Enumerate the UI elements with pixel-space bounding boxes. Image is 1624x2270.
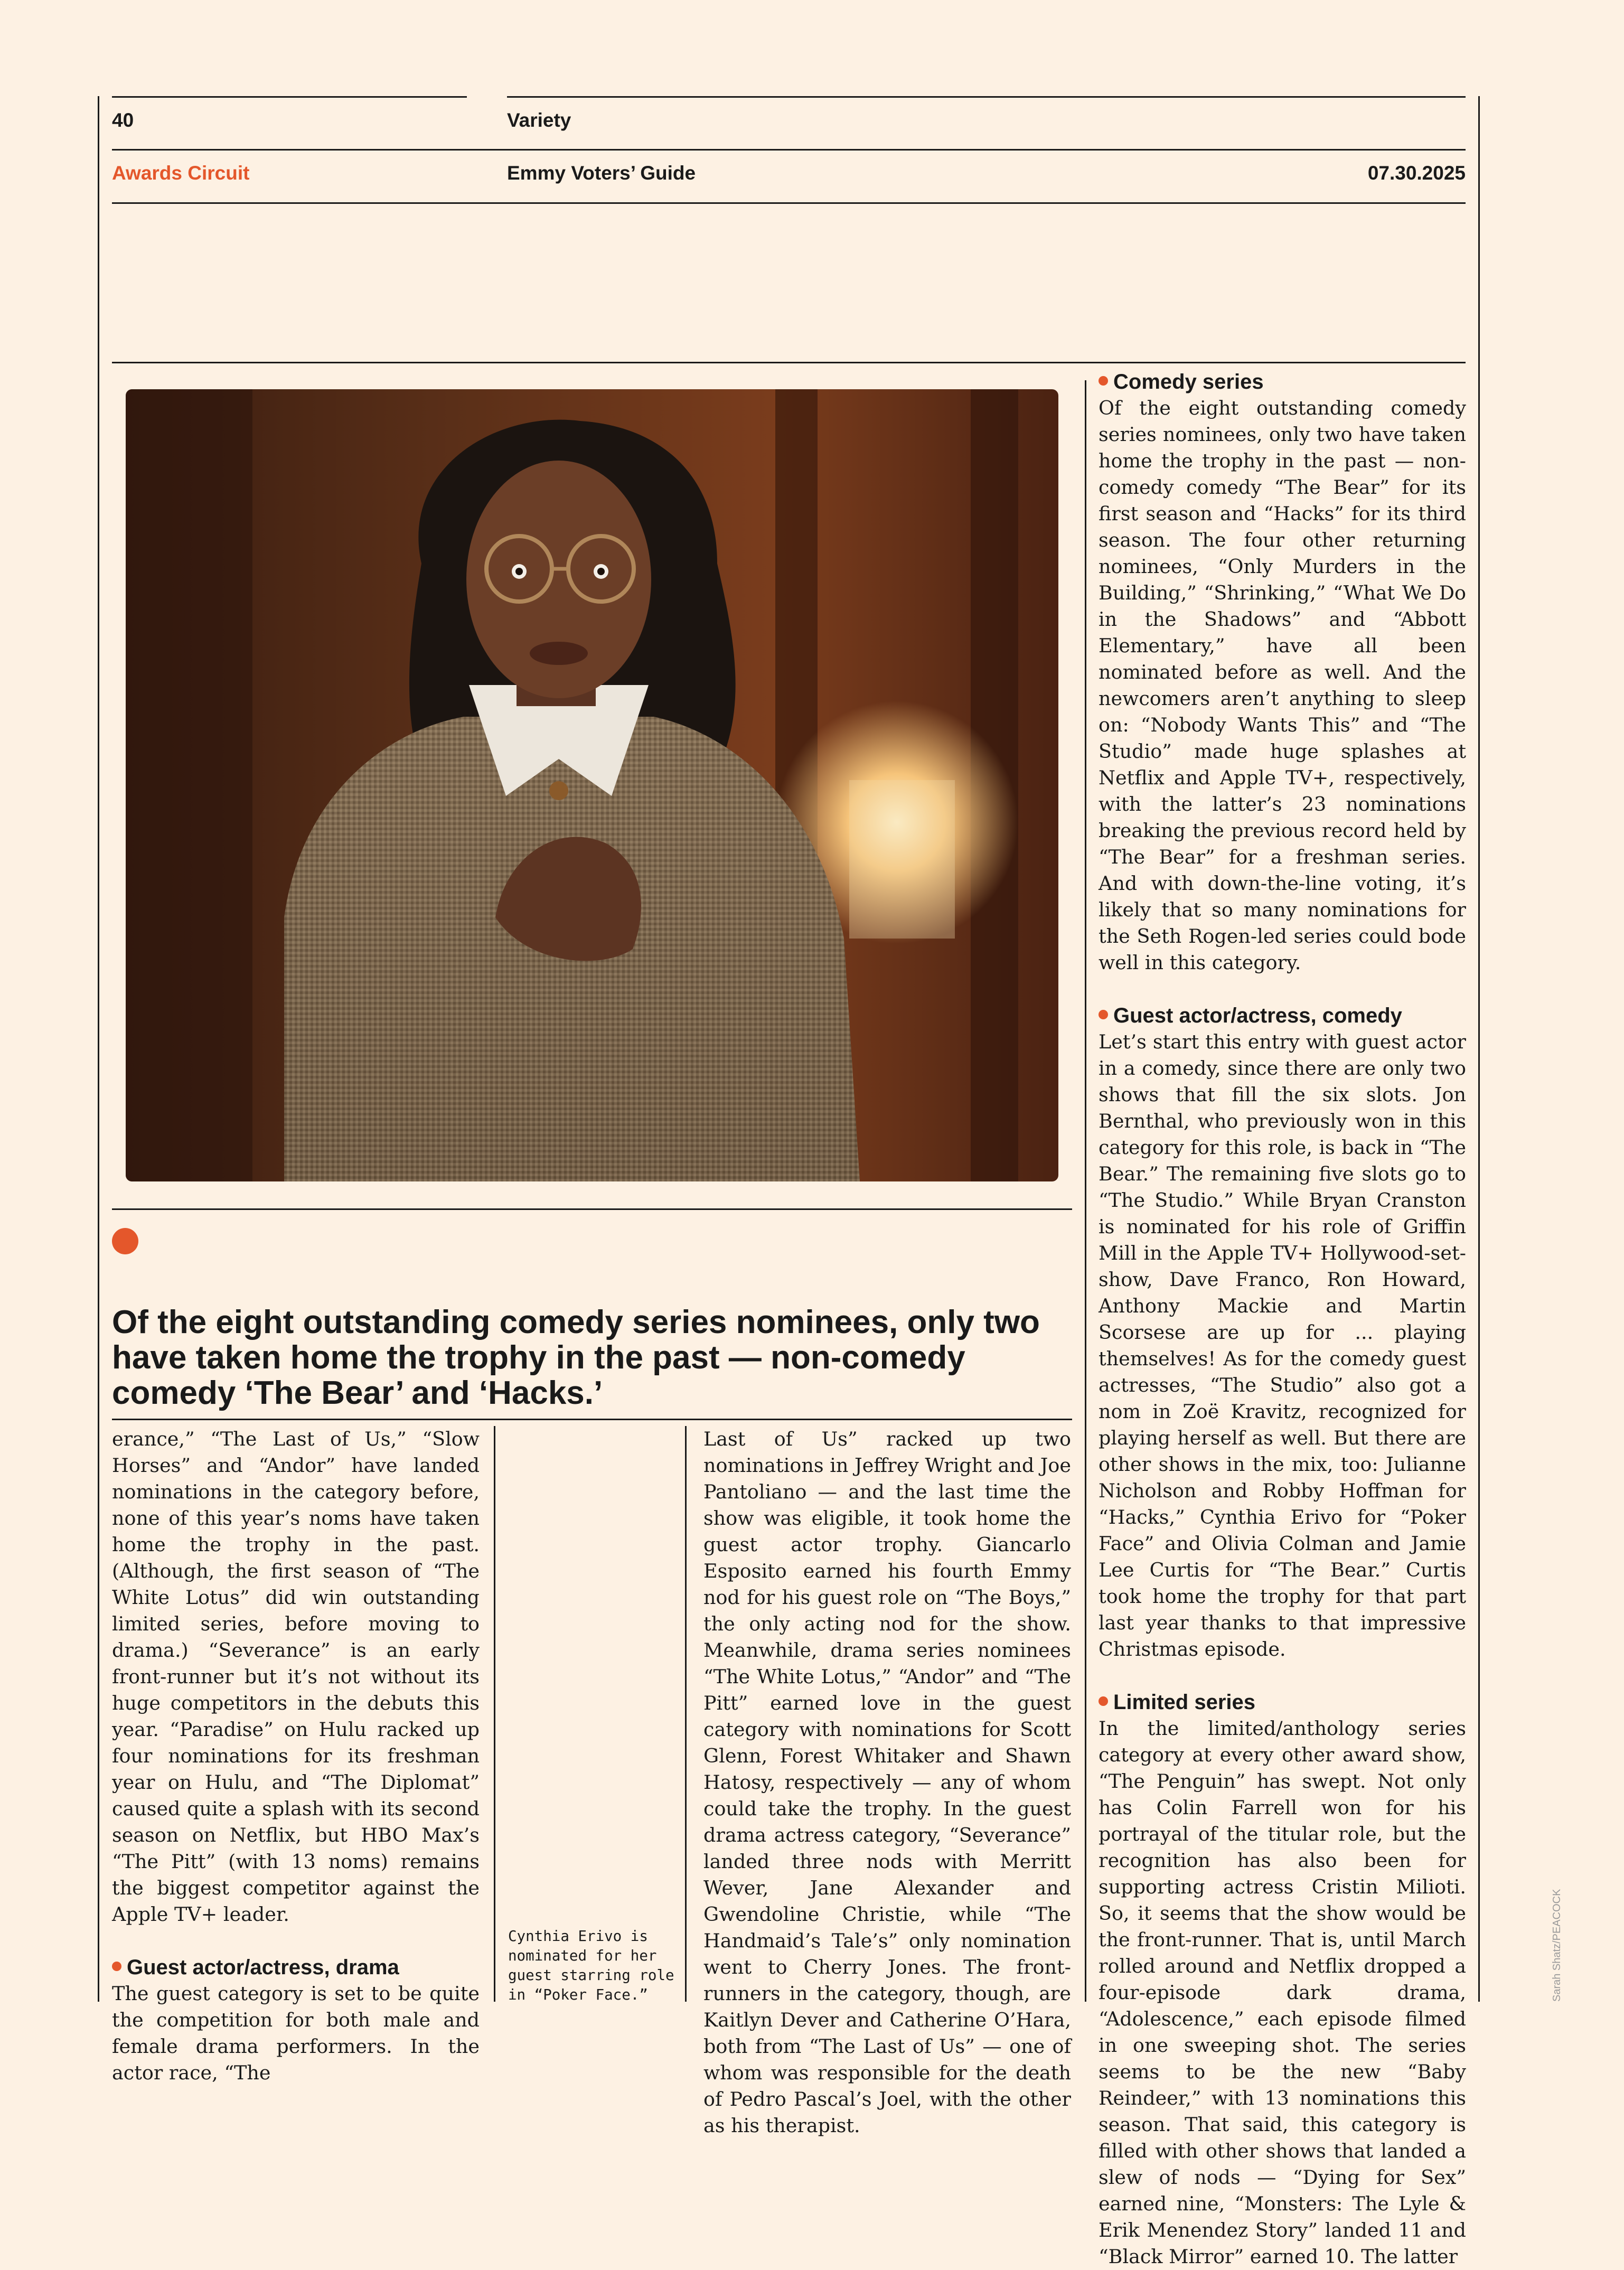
column-rule-mid — [494, 1426, 495, 2002]
section-heading-comedy-series: Comedy series — [1099, 369, 1466, 395]
article-column-3 — [1099, 369, 1466, 2270]
section-label: Awards Circuit — [112, 162, 250, 184]
accent-dot — [112, 1228, 138, 1254]
header-rule-1a — [112, 96, 467, 98]
article-paragraph: erance,” “The Last of Us,” “Slow Horses” and “Andor” have landed nominations in the category before, none of this year’s noms have taken home the trophy in the past. (Although, the first season of “The White Lotus” did win outstanding limited series, before moving to drama.) “Severance” is an early front-runner but it’s not without its huge competitors in the debuts this year. “Paradise” on Hulu racked up four nominations for its freshman year on Hulu, and “The Diplomat” caused quite a splash with its second season on Netflix, but HBO Max’s “The Pitt” (with 13 noms) remains the biggest competitor against the Apple TV+ leader. — [112, 1428, 480, 1926]
photo-caption: Cynthia Erivo is nominated for her guest starring role in “Poker Face.” — [508, 1928, 674, 2003]
column-rule-mid2 — [685, 1426, 687, 2002]
header-rule-3 — [112, 202, 1466, 204]
article-column-1 — [112, 1426, 480, 2086]
section-heading-guest-drama: Guest actor/actress, drama — [112, 1954, 480, 1981]
section-heading-limited-series: Limited series — [1099, 1689, 1466, 1715]
issue-date: 07.30.2025 — [1367, 162, 1466, 184]
pull-quote: Of the eight outstanding comedy series nominees, only two have taken home the trophy in the past — non-comedy comedy ‘The Bear’ and ‘Hacks.’ — [112, 1304, 1040, 1411]
bullet-dot-icon — [1099, 1696, 1108, 1706]
section-heading-guest-comedy: Guest actor/actress, comedy — [1099, 1002, 1466, 1029]
pullquote-bottom-rule — [112, 1419, 1072, 1420]
article-paragraph: In the limited/anthology series category at every other award show, “The Penguin” has swept. Not only has Colin Farrell won for his portrayal of the titular role, but the recognition has also been for supporting actress Cristin Milioti. So, it seems that the show would be the front-runner. That is, until March rolled around and Netflix dropped a four-episode dark drama, “Adolescence,” each episode filmed in one sweeping shot. The series seems to be the new “Baby Reindeer,” with 13 nominations this season. That said, this category is filled with other shows that landed a slew of nods — “Dying for Sex” earned nine, “Monsters: The Lyle & Erik Menendez Story” landed 11 and “Black Mirror” earned 10. The latter — [1099, 1717, 1466, 2268]
publication-name: Variety — [507, 109, 571, 131]
page-border-right — [1478, 96, 1480, 2002]
bullet-dot-icon — [112, 1962, 121, 1971]
bullet-dot-icon — [1099, 376, 1108, 386]
article-paragraph: Last of Us” racked up two nominations in Jeffrey Wright and Joe Pantoliano — and the last time the show was eligible, it took home the guest actor trophy. Giancarlo Esposito earned his fourth Emmy nod for his guest role on “The Boys,” the only acting nod for the show. Meanwhile, drama series nominees “The White Lotus,” “Andor” and “The Pitt” earned love in the guest category with nominations for Scott Glenn, Forest Whitaker and Shawn Hatosy, respectively — any of whom could take the trophy. In the guest drama actress category, “Severance” landed three nods with Merritt Wever, Jane Alexander and Gwendoline Christie, while “The Handmaid’s Tale’s” only nomination went to Cherry Jones. The front-runners in the category, though, are Kaitlyn Dever and Catherine O’Hara, both from “The Last of Us” — one of whom was responsible for the death of Pedro Pascal’s Joel, with the other as his therapist. — [703, 1428, 1071, 2137]
photo-credit: Sarah Shatz/PEACOCK — [1551, 1889, 1563, 2002]
article-paragraph: Of the eight outstanding comedy series nominees, only two have taken home the trophy in the past — non-comedy comedy “The Bear” for its first season and “Hacks” for its third season. The four other returning nominees, “Only Murders in the Building,” “Shrinking,” “What We Do in the Shadows” and “Abbott Elementary,” have all been nominated before as well. And the newcomers aren’t anything to sleep on: “Nobody Wants This” and “The Studio” made huge splashes at Netflix and Apple TV+, respectively, with the latter’s 23 nominations breaking the previous record held by “The Bear” for a freshman series. And with down-the-line voting, it’s likely that so many nominations for the Seth Rogen-led series could bode well in this category. — [1099, 397, 1466, 974]
section-title: Emmy Voters’ Guide — [507, 162, 696, 184]
bullet-dot-icon — [1099, 1010, 1108, 1019]
photo-bottom-rule — [112, 1208, 1072, 1210]
header-rule-2 — [112, 149, 1466, 151]
page-number: 40 — [112, 109, 134, 131]
page-border-left — [98, 96, 99, 2002]
article-column-2 — [703, 1426, 1071, 2139]
header-rule-1b — [507, 96, 1466, 98]
article-paragraph: Let’s start this entry with guest actor in a comedy, since there are only two shows that fill the six slots. Jon Bernthal, who previously won in this category for this role, is back in “The Bear.” The remaining five slots go to “The Studio.” While Bryan Cranston is nominated for his role of Griffin Mill in the Apple TV+ Hollywood-set-show, Dave Franco, Ron Howard, Anthony Mackie and Martin Scorsese are up for ... playing themselves! As for the comedy guest actresses, “The Studio” also got a nom in Zoë Kravitz, recognized for playing herself as well. But there are other shows in the mix, too: Julianne Nicholson and Robby Hoffman for “Hacks,” Cynthia Erivo for “Poker Face” and Olivia Colman and Jamie Lee Curtis for “The Bear.” Curtis took home the trophy for that part last year thanks to that impressive Christmas episode. — [1099, 1030, 1466, 1661]
content-top-rule — [112, 362, 1466, 363]
article-paragraph: The guest category is set to be quite the competition for both male and female drama performers. In the actor race, “The — [112, 1982, 480, 2084]
feature-photo — [126, 389, 1058, 1181]
column-rule-right — [1085, 380, 1086, 2002]
